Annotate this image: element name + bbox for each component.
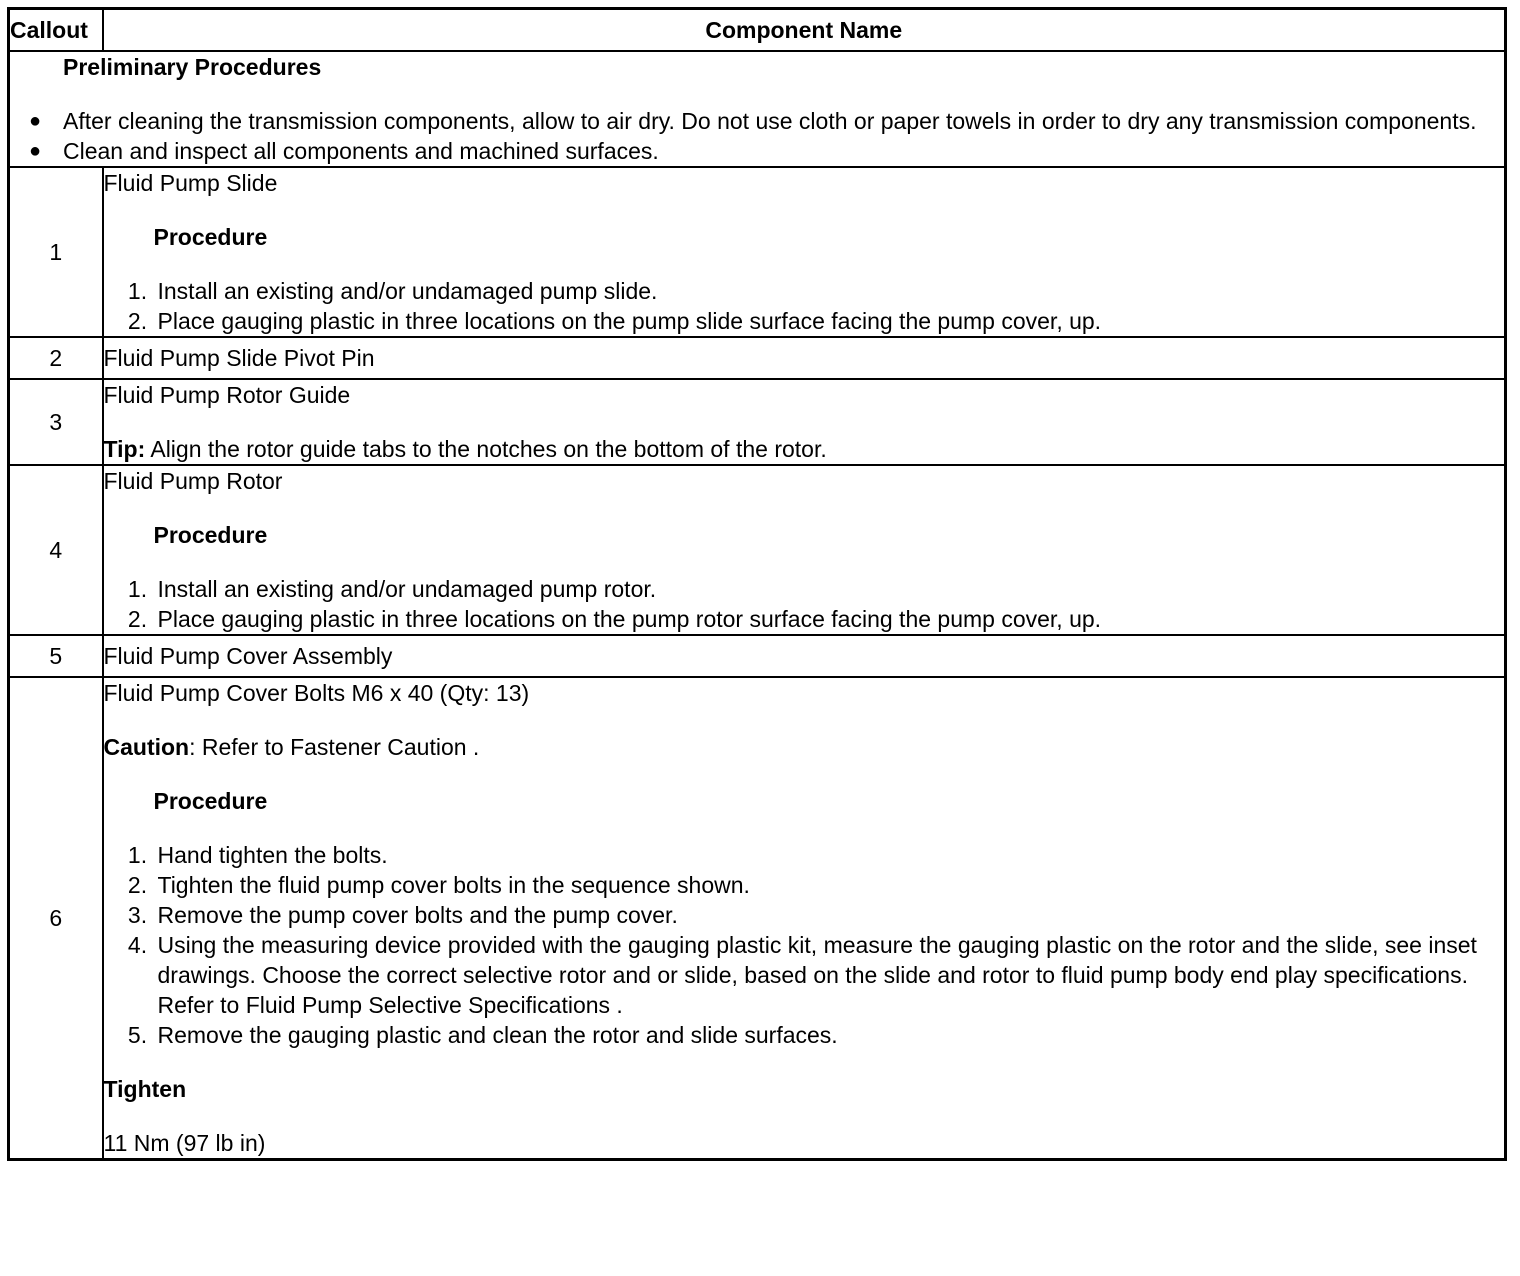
callout-number: 1 [9, 167, 103, 337]
component-name: Fluid Pump Slide Pivot Pin [103, 337, 1506, 379]
list-item: ● After cleaning the transmission components, allow to air dry. Do not use cloth or paper towels in order to dry any transmission components. [63, 106, 1504, 136]
list-item: 1. Install an existing and/or undamaged pump slide. [154, 276, 1505, 306]
component-name: Fluid Pump Rotor Guide [103, 382, 351, 408]
component-cell [103, 465, 1506, 635]
component-name: Fluid Pump Cover Bolts M6 x 40 (Qty: 13) [103, 680, 530, 706]
component-name: Fluid Pump Cover Assembly [103, 635, 1506, 677]
preliminary-row [9, 51, 1506, 167]
list-item: 1. Install an existing and/or undamaged pump rotor. [154, 574, 1505, 604]
table-row [9, 337, 1506, 379]
procedure-steps [104, 840, 1505, 1050]
table-row [9, 379, 1506, 465]
component-cell [103, 167, 1506, 337]
callout-number: 6 [9, 677, 103, 1160]
header-callout: Callout [9, 9, 103, 52]
caution-label: Caution [103, 734, 190, 760]
header-component-name: Component Name [103, 9, 1506, 52]
list-item: 5. Remove the gauging plastic and clean the rotor and slide surfaces. [154, 1020, 1505, 1050]
tip-text: Tip: Align the rotor guide tabs to the notches on the bottom of the rotor. [103, 436, 827, 462]
callout-table [7, 7, 1507, 1161]
procedure-label: Procedure [153, 522, 268, 548]
preliminary-title: Preliminary Procedures [63, 54, 322, 80]
table-row [9, 465, 1506, 635]
table-row [9, 635, 1506, 677]
table-row [9, 167, 1506, 337]
procedure-label: Procedure [153, 224, 268, 250]
table-row [9, 677, 1506, 1160]
callout-number: 2 [9, 337, 103, 379]
list-item: 3. Remove the pump cover bolts and the pump cover. [154, 900, 1505, 930]
callout-number: 4 [9, 465, 103, 635]
list-item: 4. Using the measuring device provided with the gauging plastic kit, measure the gauging plastic on the rotor and the slide, see inset drawings. Choose the correct selective rotor and or slide, based on the slide and rotor to fluid pump body end play specifications. Refer to Fluid Pump Selective Specifications . [154, 930, 1505, 1020]
component-cell [103, 677, 1506, 1160]
procedure-label: Procedure [153, 788, 268, 814]
list-item: 1. Hand tighten the bolts. [154, 840, 1505, 870]
tighten-label: Tighten [103, 1076, 187, 1102]
tighten-value: 11 Nm (97 lb in) [103, 1130, 266, 1156]
list-item: 2. Place gauging plastic in three locations on the pump rotor surface facing the pump cover, up. [154, 604, 1505, 634]
component-cell [103, 379, 1506, 465]
caution-text: Caution: Refer to Fastener Caution . [103, 734, 480, 760]
procedure-steps [104, 276, 1505, 336]
header-row [9, 9, 1506, 52]
component-name: Fluid Pump Rotor [103, 468, 283, 494]
preliminary-cell [9, 51, 1506, 167]
list-item: ● Clean and inspect all components and machined surfaces. [63, 136, 1504, 166]
callout-number: 5 [9, 635, 103, 677]
callout-number: 3 [9, 379, 103, 465]
list-item: 2. Tighten the fluid pump cover bolts in the sequence shown. [154, 870, 1505, 900]
list-item: 2. Place gauging plastic in three locations on the pump slide surface facing the pump cover, up. [154, 306, 1505, 336]
component-name: Fluid Pump Slide [103, 170, 278, 196]
tip-label: Tip: [103, 436, 146, 462]
preliminary-list [10, 106, 1504, 166]
procedure-steps [104, 574, 1505, 634]
